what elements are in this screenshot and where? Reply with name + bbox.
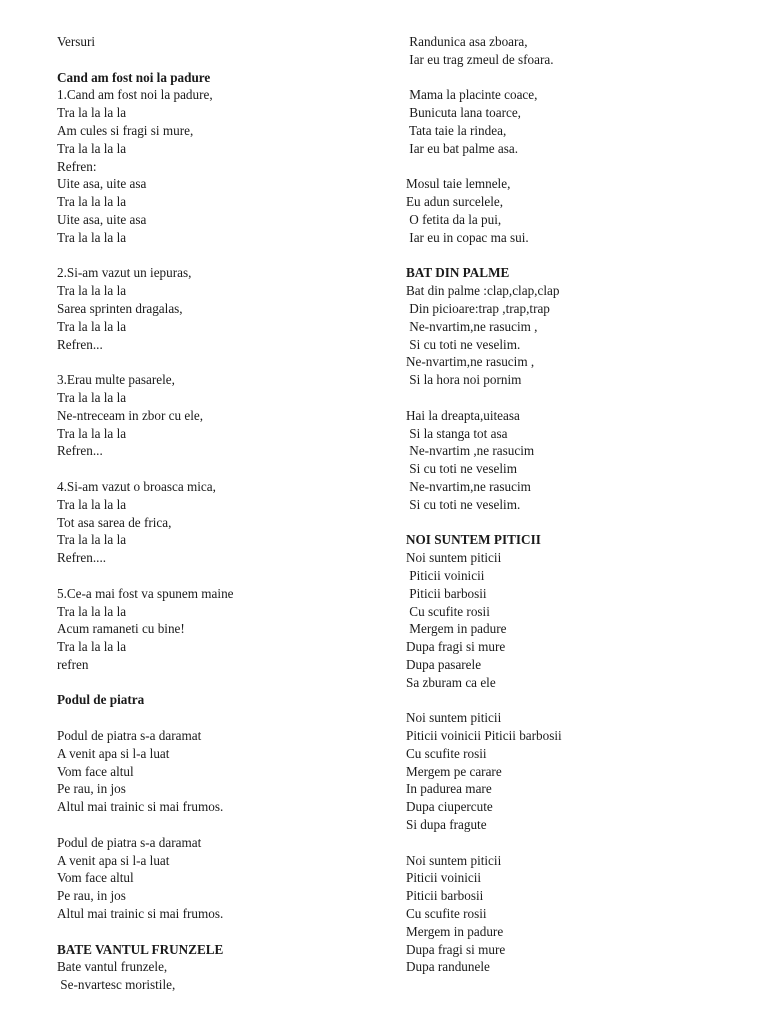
lyric-line: Altul mai trainic si mai frumos. bbox=[57, 799, 224, 815]
lyric-line: Bunicuta lana toarce, bbox=[406, 105, 521, 121]
lyric-line: Pe rau, in jos bbox=[57, 781, 126, 797]
song-title: Cand am fost noi la padure bbox=[57, 69, 211, 85]
lyric-line: Refren: bbox=[57, 158, 97, 174]
lyric-line: Piticii barbosii bbox=[406, 585, 487, 601]
lyric-line: Tra la la la la bbox=[57, 496, 127, 512]
lyric-line: Si la hora noi pornim bbox=[406, 372, 522, 388]
lyric-line: Piticii voinicii bbox=[406, 870, 482, 886]
lyric-line: Refren... bbox=[57, 443, 103, 459]
song-title: BATE VANTUL FRUNZELE bbox=[57, 941, 224, 957]
blank-line bbox=[57, 51, 377, 69]
lyric-line: Am cules si fragi si mure, bbox=[57, 122, 194, 138]
lyric-line: Tra la la la la bbox=[57, 639, 127, 655]
blank-line bbox=[57, 816, 377, 834]
lyric-line: Piticii voinicii Piticii barbosii bbox=[406, 728, 562, 744]
lyric-line: Iar eu bat palme asa. bbox=[406, 140, 519, 156]
blank-line bbox=[406, 69, 746, 87]
lyric-line: Tra la la la la bbox=[57, 318, 127, 334]
lyric-line: Sarea sprinten dragalas, bbox=[57, 300, 183, 316]
lyric-line: Noi suntem piticii bbox=[406, 550, 502, 566]
lyric-line: Tra la la la la bbox=[57, 532, 127, 548]
lyric-line: Mama la placinte coace, bbox=[406, 87, 538, 103]
lyric-line: Tra la la la la bbox=[57, 140, 127, 156]
lyric-line: Tra la la la la bbox=[57, 425, 127, 441]
lyric-line: Mergem in padure bbox=[406, 923, 504, 939]
lyric-line: Mosul taie lemnele, bbox=[406, 176, 511, 192]
lyric-line: 5.Ce-a mai fost va spunem maine bbox=[57, 585, 234, 601]
lyric-line: Cu scufite rosii bbox=[406, 906, 487, 922]
blank-line bbox=[406, 247, 746, 265]
blank-line bbox=[406, 834, 746, 852]
right-column bbox=[406, 33, 746, 976]
lyric-line: Bat din palme :clap,clap,clap bbox=[406, 283, 560, 299]
lyric-line: Ne-ntreceam in zbor cu ele, bbox=[57, 407, 204, 423]
lyric-line: Sa zburam ca ele bbox=[406, 674, 496, 690]
song-title: Podul de piatra bbox=[57, 692, 145, 708]
lyric-line: A venit apa si l-a luat bbox=[57, 745, 170, 761]
blank-line bbox=[57, 709, 377, 727]
lyric-line: Se-nvartesc moristile, bbox=[57, 977, 176, 993]
lyric-line: Versuri bbox=[57, 34, 96, 49]
left-column bbox=[57, 33, 377, 994]
blank-line bbox=[406, 158, 746, 176]
lyric-line: Dupa randunele bbox=[406, 959, 490, 975]
lyric-line: Mergem in padure bbox=[406, 621, 507, 637]
lyric-line: Tot asa sarea de frica, bbox=[57, 514, 172, 530]
blank-line bbox=[57, 567, 377, 585]
blank-line bbox=[406, 514, 746, 532]
lyric-line: Tra la la la la bbox=[57, 229, 127, 245]
lyric-line: Vom face altul bbox=[57, 870, 134, 886]
lyric-line: Tra la la la la bbox=[57, 105, 127, 121]
lyric-line: Ne-nvartim ,ne rasucim bbox=[406, 443, 535, 459]
lyric-line: 2.Si-am vazut un iepuras, bbox=[57, 265, 192, 281]
lyric-line: 1.Cand am fost noi la padure, bbox=[57, 87, 213, 103]
blank-line bbox=[57, 460, 377, 478]
lyric-line: Dupa pasarele bbox=[406, 656, 482, 672]
lyric-line: Refren.... bbox=[57, 550, 107, 566]
lyric-line: In padurea mare bbox=[406, 781, 492, 797]
lyric-line: Ne-nvartim,ne rasucim , bbox=[406, 354, 535, 370]
lyric-line: Si la stanga tot asa bbox=[406, 425, 508, 441]
lyric-line: Vom face altul bbox=[57, 763, 134, 779]
lyric-line: 4.Si-am vazut o broasca mica, bbox=[57, 478, 216, 494]
lyric-line: Si cu toti ne veselim. bbox=[406, 496, 521, 512]
lyric-line: Dupa fragi si mure bbox=[406, 639, 506, 655]
lyric-line: Tra la la la la bbox=[57, 283, 127, 299]
lyric-line: Din picioare:trap ,trap,trap bbox=[406, 300, 550, 316]
song-title: NOI SUNTEM PITICII bbox=[406, 532, 541, 548]
lyric-line: Randunica asa zboara, bbox=[406, 34, 528, 49]
lyric-line: Uite asa, uite asa bbox=[57, 211, 147, 227]
lyric-line: Dupa ciupercute bbox=[406, 799, 493, 815]
lyric-line: Si cu toti ne veselim. bbox=[406, 336, 521, 352]
lyric-line: Cu scufite rosii bbox=[406, 603, 490, 619]
lyric-line: Podul de piatra s-a daramat bbox=[57, 728, 202, 744]
lyric-line: Mergem pe carare bbox=[406, 763, 502, 779]
lyric-line: Hai la dreapta,uiteasa bbox=[406, 407, 520, 423]
lyric-line: Piticii barbosii bbox=[406, 888, 484, 904]
lyric-line: Bate vantul frunzele, bbox=[57, 959, 168, 975]
lyric-line: Iar eu trag zmeul de sfoara. bbox=[406, 51, 554, 67]
lyric-line: Si dupa fragute bbox=[406, 817, 487, 833]
blank-line bbox=[406, 691, 746, 709]
lyric-line: Tata taie la rindea, bbox=[406, 122, 507, 138]
lyric-line: Piticii voinicii bbox=[406, 567, 485, 583]
lyric-line: Podul de piatra s-a daramat bbox=[57, 834, 202, 850]
lyric-line: Ne-nvartim,ne rasucim , bbox=[406, 318, 538, 334]
lyric-line: Uite asa, uite asa bbox=[57, 176, 147, 192]
lyric-line: Eu adun surcelele, bbox=[406, 194, 504, 210]
lyric-line: Acum ramaneti cu bine! bbox=[57, 621, 185, 637]
lyric-line: Altul mai trainic si mai frumos. bbox=[57, 906, 224, 922]
lyric-line: Pe rau, in jos bbox=[57, 888, 126, 904]
lyric-line: refren bbox=[57, 656, 89, 672]
blank-line bbox=[57, 923, 377, 941]
lyric-line: Tra la la la la bbox=[57, 194, 127, 210]
lyric-line: Tra la la la la bbox=[57, 603, 127, 619]
lyric-line: A venit apa si l-a luat bbox=[57, 852, 170, 868]
lyric-line: Noi suntem piticii bbox=[406, 710, 502, 726]
song-title: BAT DIN PALME bbox=[406, 265, 510, 281]
lyric-line: Tra la la la la bbox=[57, 389, 127, 405]
lyric-line: Ne-nvartim,ne rasucim bbox=[406, 478, 531, 494]
blank-line bbox=[406, 389, 746, 407]
blank-line bbox=[57, 353, 377, 371]
lyric-line: Dupa fragi si mure bbox=[406, 941, 506, 957]
lyric-line: Noi suntem piticii bbox=[406, 852, 502, 868]
lyric-line: Refren... bbox=[57, 336, 103, 352]
lyric-line: Cu scufite rosii bbox=[406, 745, 487, 761]
lyric-line: Si cu toti ne veselim bbox=[406, 461, 517, 477]
blank-line bbox=[57, 247, 377, 265]
blank-line bbox=[57, 674, 377, 692]
lyric-line: 3.Erau multe pasarele, bbox=[57, 372, 175, 388]
lyric-line: Iar eu in copac ma sui. bbox=[406, 229, 529, 245]
lyric-line: O fetita da la pui, bbox=[406, 211, 502, 227]
